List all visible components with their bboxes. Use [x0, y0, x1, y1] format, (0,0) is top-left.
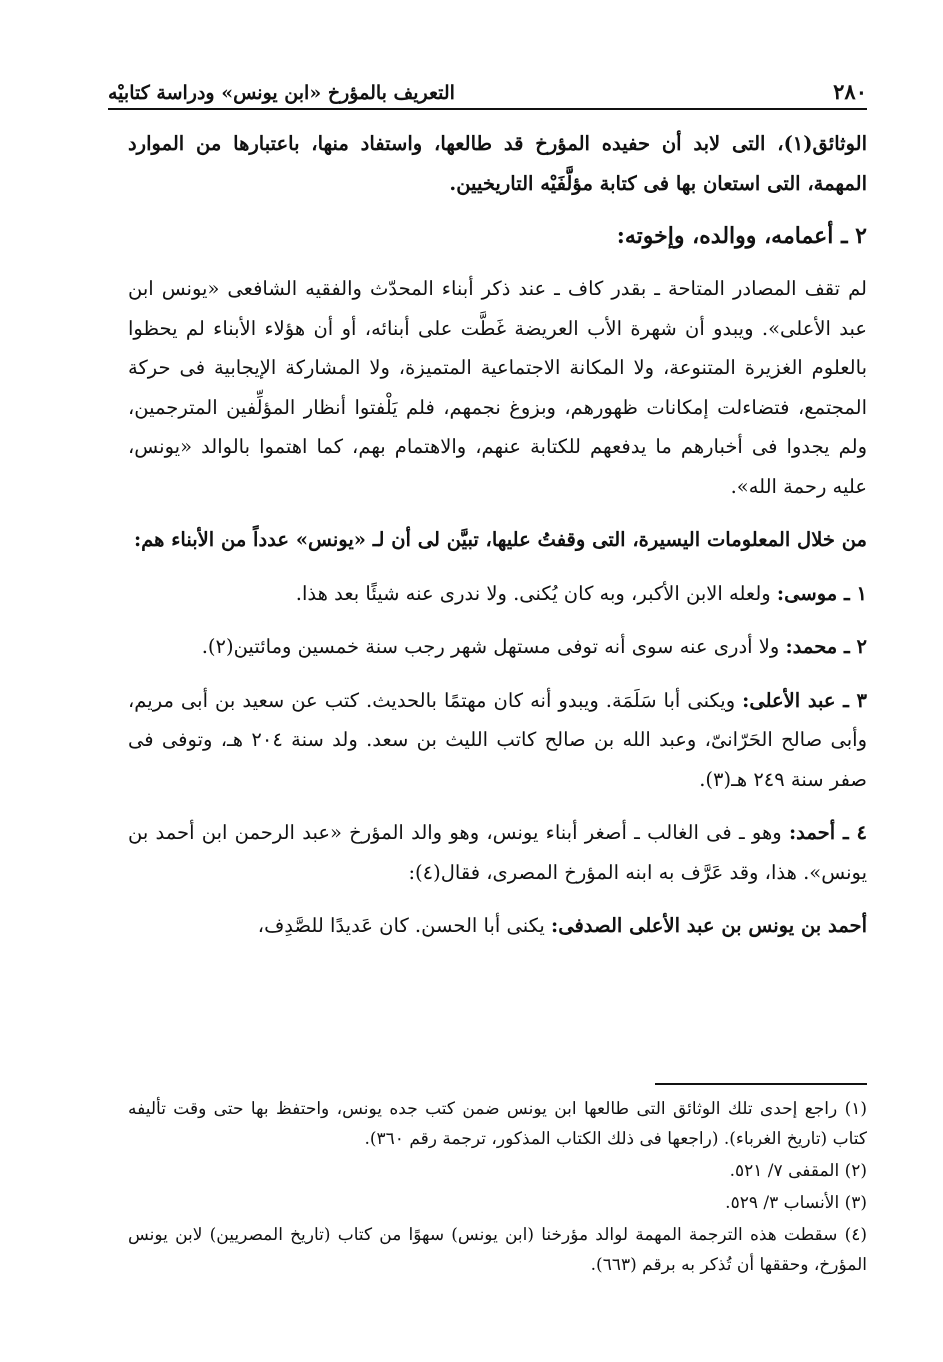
quote-text: يكنى أبا الحسن. كان عَديدًا للصَّدِف،: [257, 914, 552, 937]
son-name: ٣ ـ عبد الأعلى:: [742, 688, 867, 712]
paragraph-sources: لم تقف المصادر المتاحة ـ بقدر كاف ـ عند ذكر أبناء المحدّث والفقيه الشافعى «يونس ابن عبد الأعلى». ويبدو أن شهرة الأب العريضة غَطَّت على أبنائه، أو أن هؤلاء الأبناء لم يحظوا بالعلوم الغزيرة المتنوعة، ولا المكانة الاجتماعية المتميزة، ولا المشاركة الإيجابية فى حركة المجتمع، فتضاءلت إمكانات ظهورهم، وبزوغ نجمهم، فلم يَلْفتوا أنظار المؤلِّفين المترجمين، ولم يجدوا فى أخبارهم ما يدفعهم للكتابة عنهم، والاهتمام بهم، كما اهتموا بالوالد «يونس، عليه رحمة الله».: [128, 277, 867, 498]
son-item-musa: [128, 574, 867, 614]
son-description: ولعله الابن الأكبر، وبه كان يُكنى. ولا ندرى عنه شيئًا بعد هذا.: [295, 581, 777, 605]
biography-quote: [128, 906, 867, 946]
son-item-abd-al-ala: [128, 681, 867, 800]
footnote-4: (٤) سقطت هذه الترجمة المهمة لوالد مؤرخنا (ابن يونس) سهوًا من كتاب (تاريخ المصريين) لابن يونس المؤرخ، وحققها أن تُذكر به برقم (٦٦٣).: [128, 1225, 867, 1275]
running-header: [108, 70, 867, 110]
son-description: ويكنى أبا سَلَمَة. ويبدو أنه كان مهتمًا بالحديث. كتب عن سعيد بن أبى مريم، وأبى صالح الحَرّانىّ، وعبد الله بن صالح كاتب الليث بن سعد. ولد سنة ٢٠٤ هـ، وتوفى فى صفر سنة ٢٤٩ هـ(٣).: [128, 688, 867, 791]
footnote-2: (٢) المقفى ٧/ ٥٢١.: [729, 1161, 867, 1181]
paragraph-sons-intro: من خلال المعلومات اليسيرة، التى وقفتُ عليها، تبيَّن لى أن لـ «يونس» عدداً من الأبناء هم:: [133, 528, 867, 551]
footnote-3: (٣) الأنساب ٣/ ٥٢٩.: [725, 1193, 867, 1213]
section-heading: ٢ ـ أعمامه، ووالده، وإخوته:: [616, 223, 867, 249]
footnote-1: (١) راجع إحدى تلك الوثائق التى طالعها ابن يونس ضمن كتب جده يونس، واحتفظ بها حتى وقت تأليفه كتاب (تاريخ الغرباء). (راجعها فى ذلك الكتاب المذكور، ترجمة رقم ٣٦٠).: [128, 1099, 867, 1149]
running-title: التعريف بالمؤرخ «ابن يونس» ودراسة كتابيْه: [108, 82, 455, 104]
footnote-divider: [655, 1083, 867, 1085]
son-description: وهو ـ فى الغالب ـ أصغر أبناء يونس، وهو والد المؤرخ «عبد الرحمن ابن أحمد بن يونس». هذا، وقد عَرَّف به ابنه المؤرخ المصرى، فقال(٤):: [128, 821, 867, 884]
son-name: ١ ـ موسى:: [776, 581, 867, 605]
son-name: ٤ ـ أحمد:: [788, 821, 867, 844]
quote-subject: أحمد بن يونس بن عبد الأعلى الصدفى:: [551, 914, 867, 937]
son-name: ٢ ـ محمد:: [785, 635, 867, 658]
page-number: ٢٨٠: [833, 79, 867, 104]
son-item-ahmad: [128, 813, 867, 892]
footnotes: [128, 1094, 867, 1282]
son-item-muhammad: [128, 627, 867, 667]
main-text: [128, 124, 867, 960]
son-description: ولا أدرى عنه سوى أنه توفى مستهل شهر رجب سنة خمسين ومائتين(٢).: [201, 635, 786, 658]
intro-paragraph: الوثائق(١)، التى لابد أن حفيده المؤرخ قد طالعها، واستفاد منها، باعتبارها من الموارد المهمة، التى استعان بها فى كتابة مؤلَّفَيْه التاريخيين.: [128, 132, 867, 195]
